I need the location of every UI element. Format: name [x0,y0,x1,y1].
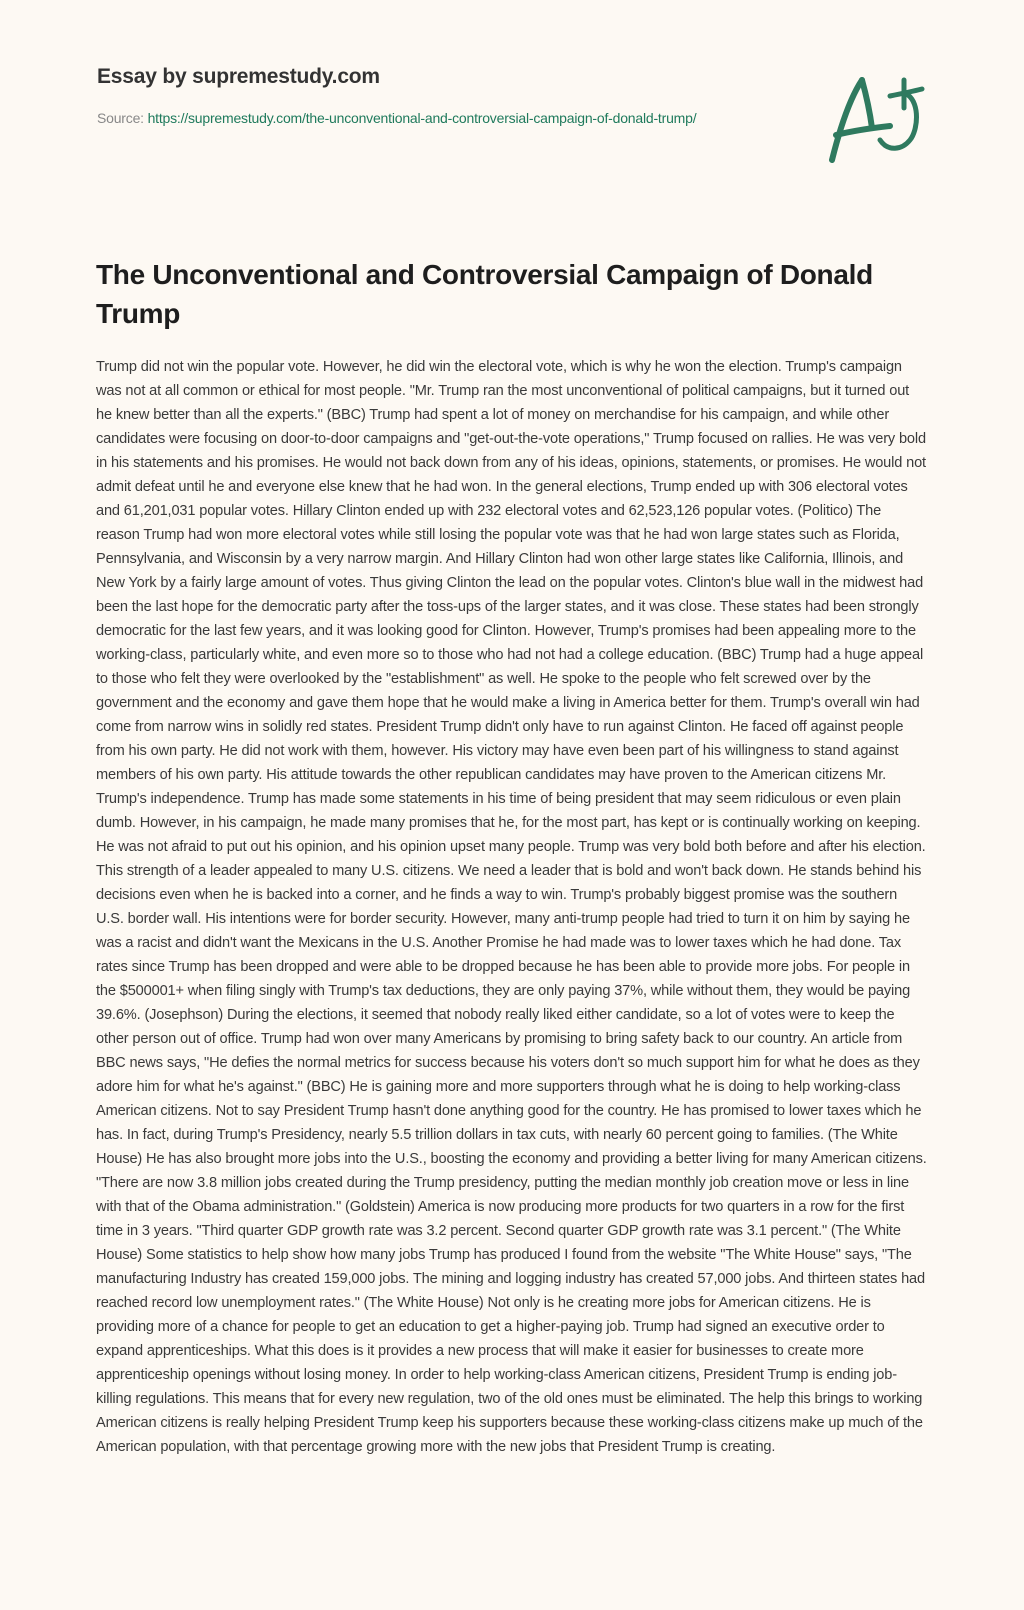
source-label: Source: [97,110,144,126]
page-header [97,62,777,130]
essay-title: The Unconventional and Controversial Campaign of Donald Trump [96,259,873,329]
source-link[interactable]: https://supremestudy.com/the-unconventional-and-controversial-campaign-of-donald-trump/ [147,110,697,126]
essay-body: Trump did not win the popular vote. However, he did win the electoral vote, which is why he won the election. Trump's campaign was not at all common or ethical for most people. "Mr. Trump ran the most unconventional of political campaigns, but it turned out he knew better than all the experts." (BBC) Trump had spent a lot of money on merchandise for his campaign, and while other candidates were focusing on door-to-door campaigns and "get-out-the-vote operations," Trump focused on rallies. He was very bold in his statements and his promises. He would not back down from any of his ideas, opinions, statements, or promises. He would not admit defeat until he and everyone else knew that he had won. In the general elections, Trump ended up with 306 electoral votes and 61,201,031 popular votes. Hillary Clinton ended up with 232 electoral votes and 62,523,126 popular votes. (Politico) The reason Trump had won more electoral votes while still losing the popular vote was that he had won large states such as Florida, Pennsylvania, and Wisconsin by a very narrow margin. And Hillary Clinton had won other large states like California, Illinois, and New York by a fairly large amount of votes. Thus giving Clinton the lead on the popular votes. Clinton's blue wall in the midwest had been the last hope for the democratic party after the toss-ups of the larger states, and it was close. These states had been strongly democratic for the last few years, and it was looking good for Clinton. However, Trump's promises had been appealing more to the working-class, particularly white, and even more so to those who had not had a college education. (BBC) Trump had a huge appeal to those who felt they were overlooked by the "establishment" as well. He spoke to the people who felt screwed over by the government and the economy and gave them hope that he would make a living in America better for them. Trump's overall win had come from narrow wins in solidly red states. President Trump didn't only have to run against Clinton. He faced off against people from his own party. He did not work with them, however. His victory may have even been part of his willingness to stand against members of his own party. His attitude towards the other republican candidates may have proven to the American citizens Mr. Trump's independence. Trump has made some statements in his time of being president that may seem ridiculous or even plain dumb. However, in his campaign, he made many promises that he, for the most part, has kept or is continually working on keeping. He was not afraid to put out his opinion, and his opinion upset many people. Trump was very bold both before and after his election. This strength of a leader appealed to many U.S. citizens. We need a leader that is bold and won't back down. He stands behind his decisions even when he is backed into a corner, and he finds a way to win. Trump's probably biggest promise was the southern U.S. border wall. His intentions were for border security. However, many anti-trump people had tried to turn it on him by saying he was a racist and didn't want the Mexicans in the U.S. Another Promise he had made was to lower taxes which he had done. Tax rates since Trump has been dropped and were able to be dropped because he has been able to provide more jobs. For people in the $500001+ when filing singly with Trump's tax deductions, they are only paying 37%, while without them, they would be paying 39.6%. (Josephson) During the elections, it seemed that nobody really liked either candidate, so a lot of votes were to keep the other person out of office. Trump had won over many Americans by promising to bring safety back to our country. An article from BBC news says, "He defies the normal metrics for success because his voters don't so much support him for what he does as they adore him for what he's against." (BBC) He is gaining more and more supporters through what he is doing to help working-class American citizens. Not to say President Trump hasn't done anything good for the country. He has promised to lower taxes which he has. In fact, during Trump's Presidency, nearly 5.5 trillion dollars in tax cuts, with nearly 60 percent going to families. (The White House) He has also brought more jobs into the U.S., boosting the economy and providing a better living for many American citizens. "There are now 3.8 million jobs created during the Trump presidency, putting the median monthly job creation move or less in line with that of the Obama administration." (Goldstein) America is now producing more products for two quarters in a row for the first time in 3 years. "Third quarter GDP growth rate was 3.2 percent. Second quarter GDP growth rate was 3.1 percent." (The White House) Some statistics to help show how many jobs Trump has produced I found from the website "The White House" says, "The manufacturing Industry has created 159,000 jobs. The mining and logging industry has created 57,000 jobs. And thirteen states had reached record low unemployment rates." (The White House) Not only is he creating more jobs for American citizens. He is providing more of a chance for people to get an education to get a higher-paying job. Trump had signed an executive order to expand apprenticeships. What this does is it provides a new process that will make it easier for businesses to create more apprenticeship openings without losing money. In order to help working-class American citizens, President Trump is ending job-killing regulations. This means that for every new regulation, two of the old ones must be eliminated. The help this brings to working American citizens is really helping President Trump keep his supporters because these working-class citizens make up much of the American population, with that percentage growing more with the new jobs that President Trump is creating. [96,359,927,1455]
site-title: Essay by supremestudy.com [97,65,380,88]
source-line [97,106,777,130]
a-plus-grade-icon [822,68,932,168]
